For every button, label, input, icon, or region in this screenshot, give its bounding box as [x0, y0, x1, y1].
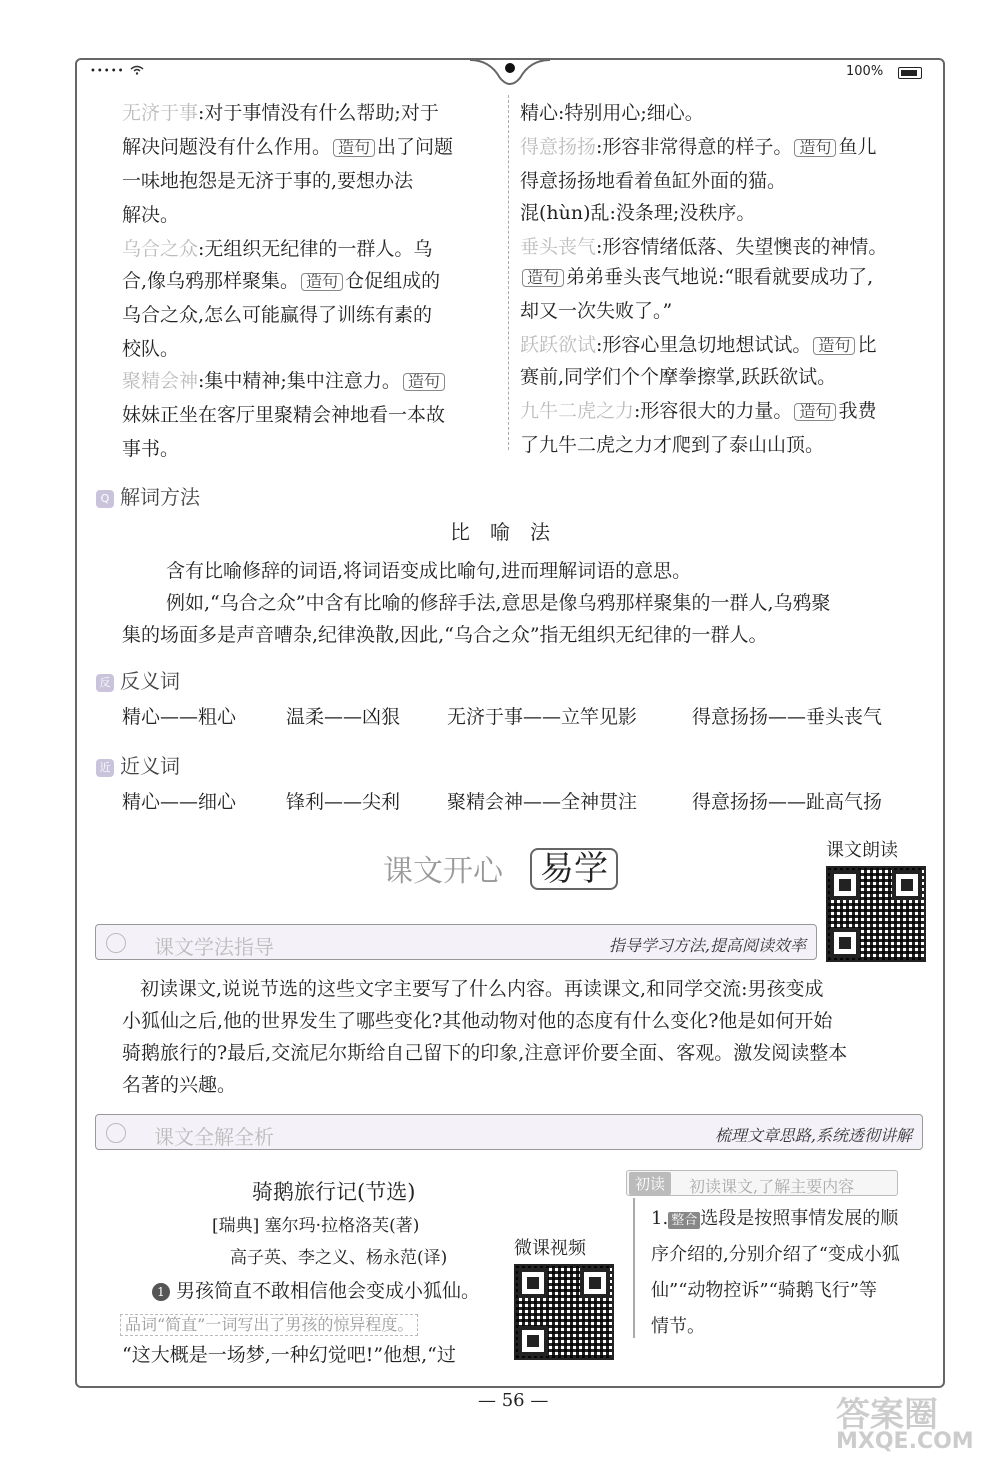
synonym-pair: 得意扬扬——趾高气扬	[692, 791, 883, 813]
story-title: 骑鹅旅行记(节选)	[252, 1180, 416, 1204]
def-line: 却又一次失败了。”	[520, 300, 673, 322]
def-line: 妹妹正坐在客厅里聚精会神地看一本故	[122, 404, 446, 426]
side-note-badge: 整合	[668, 1212, 700, 1229]
antonym-pair: 得意扬扬——垂头丧气	[692, 706, 883, 728]
side-note-line: 序介绍的,分别介绍了“变成小狐	[651, 1244, 900, 1265]
side-note-line: 1. 整合 选段是按照事情发展的顺	[651, 1208, 899, 1229]
method-title: 比 喻 法	[450, 520, 550, 544]
battery-icon	[898, 67, 922, 79]
guide-text-line: 名著的兴趣。	[122, 1074, 237, 1096]
guide-banner: 课文学法指导 指导学习方法,提高阅读效率	[95, 924, 817, 960]
synonym-icon: 近	[96, 759, 114, 777]
def-line: 解决。	[122, 204, 180, 226]
def-line: 得意扬扬:形容非常得意的样子。 造句 鱼儿	[520, 136, 877, 158]
analysis-banner: 课文全解全析 梳理文章思路,系统透彻讲解	[95, 1114, 923, 1150]
story-translators: 高子英、李之义、杨永范(译)	[230, 1248, 448, 1268]
method-paragraph: 集的场面多是声音嘈杂,纪律涣散,因此,“乌合之众”指无组织无纪律的一群人。	[122, 624, 768, 646]
analysis-icon	[106, 1123, 126, 1143]
def-line: 乌合之众,怎么可能赢得了训练有素的	[122, 304, 433, 326]
example-tag: 造句	[794, 403, 836, 421]
section-method-heading: Q 解词方法	[96, 481, 200, 510]
example-tag: 造句	[522, 269, 564, 287]
section-synonyms-heading: 近 近义词	[96, 750, 180, 779]
section-antonyms-heading: 反 反义词	[96, 665, 180, 694]
side-note-rule	[633, 1198, 635, 1338]
lesson-header-title: 课文开心	[383, 854, 503, 889]
def-line: 无济于事:对于事情没有什么帮助;对于	[122, 102, 439, 124]
def-line: 合,像乌鸦那样聚集。 造句 仓促组成的	[122, 270, 441, 292]
def-line: 解决问题没有什么作用。 造句 出了问题	[122, 136, 454, 158]
column-divider	[508, 95, 509, 450]
qr-code-reading[interactable]	[826, 866, 926, 962]
side-note-tag: 初读	[629, 1172, 671, 1195]
wifi-icon	[130, 65, 144, 75]
camera-notch	[470, 56, 550, 92]
synonym-pair: 锋利——尖利	[286, 791, 401, 813]
guide-text-line: 骑鹅旅行的?最后,交流尼尔斯给自己留下的印象,注意评价要全面、客观。激发阅读整本	[122, 1042, 848, 1064]
story-annotation: 品词“简直”一词写出了男孩的惊异程度。	[120, 1314, 418, 1336]
guide-text-line: 初读课文,说说节选的这些文字主要写了什么内容。再读课文,和同学交流:男孩变成	[140, 978, 824, 1000]
def-line: 了九牛二虎之力才爬到了泰山山顶。	[520, 434, 825, 456]
synonym-pair: 精心——细心	[122, 791, 237, 813]
page-number: — 56 —	[478, 1390, 549, 1411]
story-line: “这大概是一场梦,一种幻觉吧!”他想,“过	[122, 1344, 456, 1366]
example-tag: 造句	[403, 373, 445, 391]
def-line: 造句 弟弟垂头丧气地说:“眼看就要成功了,	[520, 268, 873, 287]
def-line: 跃跃欲试:形容心里急切地想试试。 造句 比	[520, 334, 877, 356]
antonym-pair: 无济于事——立竿见影	[447, 706, 638, 728]
def-line: 九牛二虎之力:形容很大的力量。 造句 我费	[520, 400, 877, 422]
side-note-header: 初读 初读课文,了解主要内容	[626, 1170, 898, 1196]
story-line: 1 男孩简直不敢相信他会变成小狐仙。	[152, 1282, 480, 1301]
side-note-line: 情节。	[651, 1316, 705, 1337]
example-tag: 造句	[333, 139, 375, 157]
example-tag: 造句	[813, 337, 855, 355]
def-line: 精心:特别用心;细心。	[520, 102, 704, 124]
magnifier-icon: Q	[96, 490, 114, 508]
def-line: 聚精会神:集中精神;集中注意力。 造句	[122, 372, 447, 391]
def-line: 赛前,同学们个个摩拳擦掌,跃跃欲试。	[520, 366, 837, 388]
antonym-icon: 反	[96, 674, 114, 692]
def-line: 校队。	[122, 338, 180, 360]
side-note-line: 仙”“动物控诉”“骑鹅飞行”等	[651, 1280, 878, 1301]
example-tag: 造句	[301, 273, 343, 291]
method-paragraph: 含有比喻修辞的词语,将词语变成比喻句,进而理解词语的意思。	[166, 560, 692, 582]
story-author: [瑞典] 塞尔玛·拉格洛芙(著)	[212, 1216, 420, 1236]
example-tag: 造句	[794, 139, 836, 157]
synonym-pair: 聚精会神——全神贯注	[447, 791, 638, 813]
def-line: 乌合之众:无组织无纪律的一群人。乌	[122, 238, 433, 260]
def-line: 垂头丧气:形容情绪低落、失望懊丧的神情。	[520, 236, 888, 258]
qr-code-video[interactable]	[514, 1264, 614, 1360]
method-paragraph: 例如,“乌合之众”中含有比喻的修辞手法,意思是像乌鸦那样聚集的一群人,乌鸦聚	[166, 592, 831, 614]
def-line: 一味地抱怨是无济于事的,要想办法	[122, 170, 414, 192]
guide-icon	[106, 933, 126, 953]
guide-text-line: 小狐仙之后,他的世界发生了哪些变化?其他动物对他的态度有什么变化?他是如何开始	[122, 1010, 833, 1032]
def-line: 混(hùn)乱:没条理;没秩序。	[520, 202, 756, 224]
battery-percent: 100%	[846, 64, 884, 79]
def-line: 得意扬扬地看着鱼缸外面的猫。	[520, 170, 787, 192]
antonym-pair: 温柔——凶狠	[286, 706, 401, 728]
def-line: 事书。	[122, 438, 180, 460]
paragraph-number: 1	[152, 1283, 170, 1301]
signal-dots: •••••	[90, 66, 125, 77]
qr-label-video: 微课视频	[514, 1238, 586, 1259]
qr-label-reading: 课文朗读	[826, 840, 898, 861]
lesson-header-boxed: 易学	[530, 848, 618, 890]
antonym-pair: 精心——粗心	[122, 706, 237, 728]
